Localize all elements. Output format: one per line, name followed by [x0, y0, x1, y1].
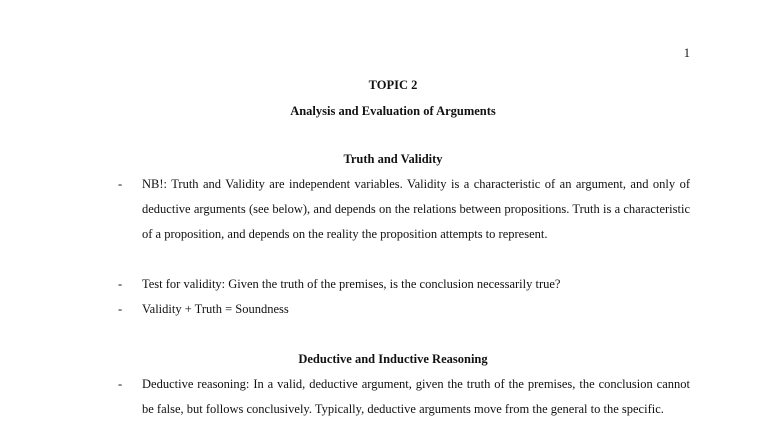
bullet-marker: - — [118, 277, 123, 291]
bullet-marker: - — [118, 377, 123, 391]
bullet-text: NB!: Truth and Validity are independent variables. Validity is a characteristic of an argument, and only of deductive arguments (see below), and depends on the relations between propositions. Truth is a characteristic of a proposition, and depends on the reality the proposition attempts to represent. — [142, 177, 690, 241]
topic-title: TOPIC 2 — [368, 78, 418, 92]
section-heading-deductive-inductive: Deductive and Inductive Reasoning — [298, 352, 488, 366]
document-subtitle: Analysis and Evaluation of Arguments — [290, 104, 496, 118]
page-number: 1 — [683, 46, 690, 60]
bullet-marker: - — [118, 302, 123, 316]
bullet-text: Validity + Truth = Soundness — [142, 302, 289, 316]
bullet-marker: - — [118, 177, 123, 191]
bullet-text: Test for validity: Given the truth of the premises, is the conclusion necessarily true? — [142, 277, 561, 291]
section-heading-truth-validity: Truth and Validity — [343, 152, 443, 166]
bullet-text: Deductive reasoning: In a valid, deductive argument, given the truth of the premises, the conclusion cannot be false, but follows conclusively. Typically, deductive arguments move from the general to the specific. — [142, 377, 690, 416]
